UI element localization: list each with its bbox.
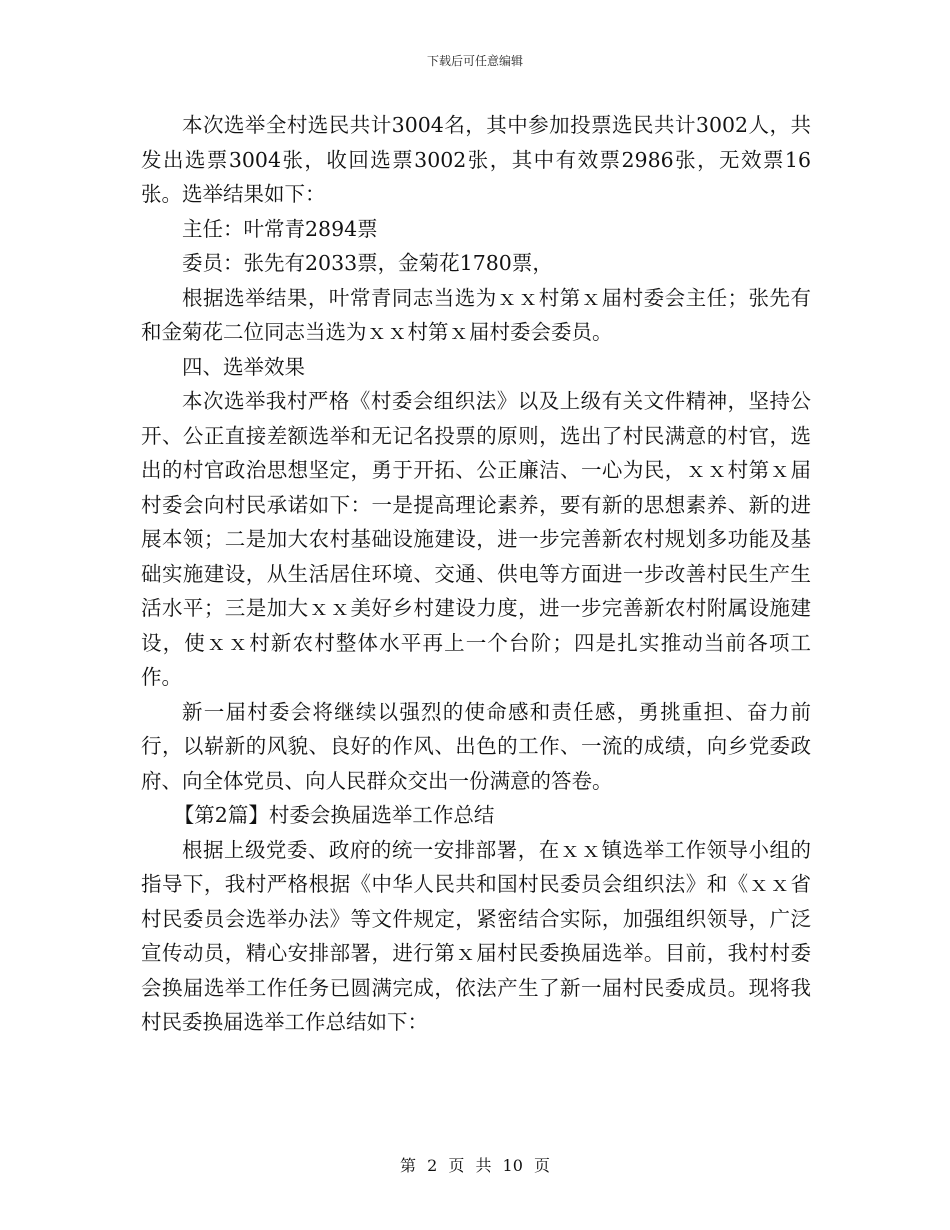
paragraph-election-outcome: 根据选举结果，叶常青同志当选为ｘｘ村第ｘ届村委会主任；张先有和金菊花二位同志当选为ｘｘ村第ｘ届村委会委员。 — [141, 285, 811, 344]
paragraph-closing: 新一届村委会将继续以强烈的使命感和责任感，勇挑重担、奋力前行，以崭新的风貌、良好的作风、出色的工作、一流的成绩，向乡党委政府、向全体党员、向人民群众交出一份满意的答卷。 — [141, 699, 811, 793]
article-2-title: 【第2篇】村委会换届选举工作总结 — [173, 803, 495, 827]
document-body — [141, 108, 811, 1040]
paragraph-commitments: 本次选举我村严格《村委会组织法》以及上级有关文件精神，坚持公开、公正直接差额选举和无记名投票的原则，选出了村民满意的村官，选出的村官政治思想坚定，勇于开拓、公正廉洁、一心为民，ｘｘ村第ｘ届村委会向村民承诺如下：一是提高理论素养，要有新的思想素养、新的进展本领；二是加大农村基础设施建设，进一步完善新农村规划多功能及基础实施建设，从生活居住环境、交通、供电等方面进一步改善村民生产生活水平；三是加大ｘｘ美好乡村建设力度，进一步完善新农村附属设施建设，使ｘｘ村新农村整体水平再上一个台阶；四是扎实推动当前各项工作。 — [141, 389, 811, 689]
paragraph-member-results: 委员：张先有2033票，金菊花1780票， — [182, 251, 553, 275]
paragraph-article-2-intro: 根据上级党委、政府的统一安排部署，在ｘｘ镇选举工作领导小组的指导下，我村严格根据《中华人民共和国村民委员会组织法》和《ｘｘ省村民委员会选举办法》等文件规定，紧密结合实际，加强组织领导，广泛宣传动员，精心安排部署，进行第ｘ届村民委换届选举。目前，我村村委会换届选举工作任务已圆满完成，依法产生了新一届村民委成员。现将我村民委换届选举工作总结如下： — [141, 837, 811, 1034]
section-heading-effects: 四、选举效果 — [182, 354, 305, 379]
page-header-note: 下载后可任意编辑 — [426, 54, 523, 68]
paragraph-vote-counts: 本次选举全村选民共计3004名，其中参加投票选民共计3002人，共发出选票3004张，收回选票3002张，其中有效票2986张，无效票16张。选举结果如下： — [141, 113, 811, 206]
paragraph-director-result: 主任：叶常青2894票 — [182, 216, 378, 241]
page-number-footer: 第 2 页 共 10 页 — [400, 1156, 550, 1175]
